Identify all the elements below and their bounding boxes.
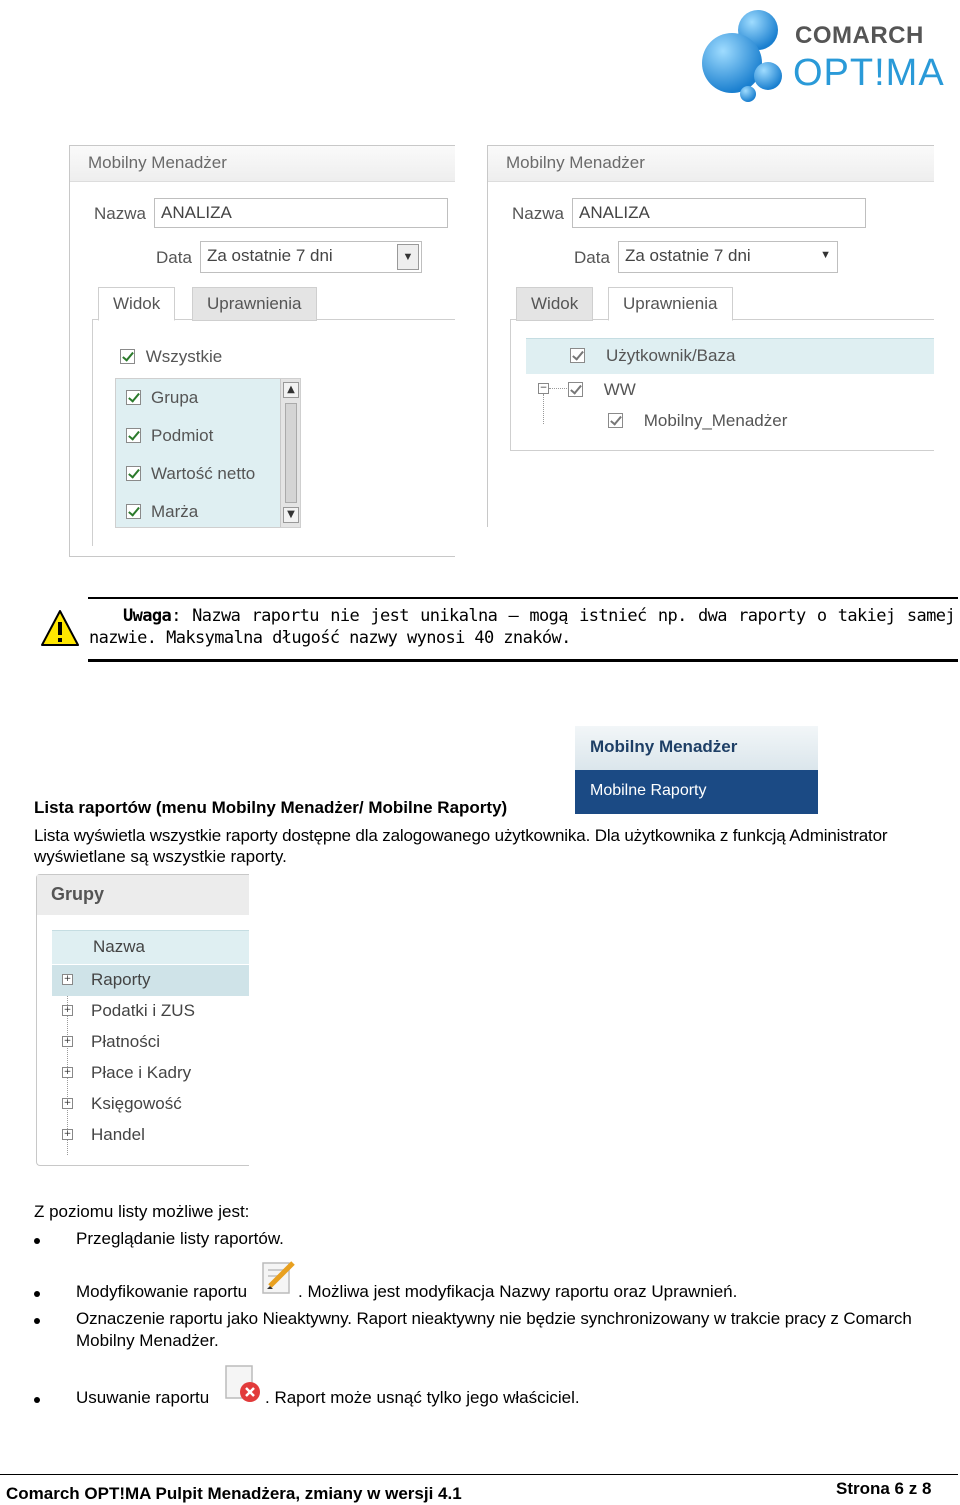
expand-icon[interactable]: +: [63, 1098, 72, 1108]
bullet: [34, 1291, 40, 1297]
page-number: Strona 6 z 8: [836, 1479, 932, 1498]
warning-bottom-rule: [88, 659, 958, 662]
checkbox-icon[interactable]: [120, 349, 135, 364]
name-label: Nazwa: [512, 204, 564, 223]
date-label: Data: [156, 248, 192, 267]
checkbox-icon[interactable]: [126, 504, 141, 519]
tab-widok[interactable]: Widok: [98, 287, 175, 321]
option-browse: Przeglądanie listy raportów.: [76, 1229, 284, 1248]
name-label: Nazwa: [94, 204, 146, 223]
option-modify: Modyfikowanie raportu: [76, 1282, 248, 1301]
tab-uprawnienia[interactable]: Uprawnienia: [608, 287, 733, 321]
groups-panel: [36, 874, 249, 1166]
date-select-value: Za ostatnie 7 dni: [625, 246, 751, 265]
scroll-thumb[interactable]: [285, 403, 297, 503]
column-header[interactable]: Nazwa: [52, 930, 249, 964]
date-select-value: Za ostatnie 7 dni: [207, 246, 333, 265]
tree-row[interactable]: + Księgowość: [63, 1094, 182, 1113]
footer-rule: [0, 1474, 958, 1475]
comarch-logo-graphic: [700, 8, 790, 103]
expand-icon[interactable]: +: [63, 1036, 72, 1046]
tree-row[interactable]: + Raporty: [52, 965, 249, 996]
name-input[interactable]: ANALIZA: [572, 198, 866, 228]
date-label: Data: [574, 248, 610, 267]
date-select[interactable]: [618, 241, 838, 273]
option-modify-desc: . Możliwa jest modyfikacja Nazwy raportu oraz Uprawnień.: [298, 1282, 738, 1301]
menu-item-mobilne-raporty[interactable]: Mobilne Raporty: [575, 770, 818, 814]
warning-top-rule: [88, 597, 958, 599]
list-item[interactable]: Wartość netto: [116, 455, 300, 493]
warning-icon: [40, 608, 80, 648]
list-item[interactable]: Grupa: [116, 379, 300, 417]
scroll-up-icon[interactable]: ▲: [283, 382, 299, 398]
name-input[interactable]: ANALIZA: [154, 198, 448, 228]
checkbox-icon[interactable]: [126, 390, 141, 405]
option-delete-desc: . Raport może usnąć tylko jego właściciel.: [265, 1388, 580, 1407]
warning-line-2: nazwie. Maksymalna długość nazwy wynosi 40 znaków.: [89, 628, 571, 648]
expand-icon[interactable]: +: [63, 1005, 72, 1015]
all-checkbox-row[interactable]: [120, 346, 222, 367]
scrollbar[interactable]: [280, 379, 301, 528]
section-line-2: wyświetlane są wszystkie raporty.: [34, 847, 287, 866]
edit-icon[interactable]: [260, 1258, 298, 1296]
expand-icon[interactable]: +: [63, 1129, 72, 1139]
bullet: [34, 1238, 40, 1244]
header-label: Użytkownik/Baza: [606, 346, 736, 365]
tree-item[interactable]: Mobilny_Menadżer: [608, 410, 787, 431]
dropdown-arrow-icon[interactable]: ▼: [397, 244, 419, 270]
logo-comarch-text: COMARCH: [795, 22, 924, 49]
collapse-icon[interactable]: −: [539, 383, 548, 393]
columns-list: [115, 378, 301, 528]
warning-line-1: Uwaga: Nazwa raportu nie jest unikalna – mogą istnieć np. dwa raporty o takiej samej: [123, 606, 955, 626]
section-line-1: Lista wyświetla wszystkie raporty dostępne dla zalogowanego użytkownika. Dla użytkownika z funkcją Administrator: [34, 826, 888, 845]
option-delete: Usuwanie raportu: [76, 1388, 210, 1407]
report-edit-panel-view: [69, 145, 455, 557]
options-intro: Z poziomu listy możliwe jest:: [34, 1202, 250, 1221]
checkbox-icon[interactable]: [568, 382, 583, 397]
footer-title: Comarch OPT!MA Pulpit Menadżera, zmiany w wersji 4.1: [6, 1484, 462, 1503]
checkbox-icon[interactable]: [126, 428, 141, 443]
delete-icon[interactable]: [222, 1362, 264, 1406]
tree-row[interactable]: + Podatki i ZUS: [63, 1001, 195, 1020]
menu-group[interactable]: Mobilny Menadżer: [575, 726, 818, 770]
expand-icon[interactable]: +: [63, 974, 72, 984]
list-item[interactable]: Podmiot: [116, 417, 300, 455]
panel-title: Mobilny Menadżer: [506, 153, 645, 172]
menu-screenshot: [575, 726, 818, 814]
tab-uprawnienia[interactable]: Uprawnienia: [192, 287, 317, 321]
list-item[interactable]: Marża: [116, 493, 300, 528]
checkbox-icon[interactable]: [570, 348, 585, 363]
panel-title: Mobilny Menadżer: [88, 153, 227, 172]
date-select[interactable]: [200, 241, 422, 273]
option-inactive-line-2: Mobilny Menadżer.: [76, 1331, 219, 1350]
tree-item[interactable]: WW: [568, 379, 636, 400]
bullet: [34, 1318, 40, 1324]
groups-header: Grupy: [37, 875, 249, 915]
tab-widok[interactable]: Widok: [516, 287, 593, 321]
logo-optima-text: OPT!MA: [793, 52, 945, 94]
tree-row[interactable]: + Handel: [63, 1125, 145, 1144]
all-label: Wszystkie: [145, 346, 223, 366]
tree-row[interactable]: + Płace i Kadry: [63, 1063, 192, 1082]
bullet: [34, 1397, 40, 1403]
permissions-header[interactable]: [526, 338, 934, 374]
expand-icon[interactable]: +: [63, 1067, 72, 1077]
tree-row[interactable]: + Płatności: [63, 1032, 160, 1051]
option-inactive-line-1: Oznaczenie raportu jako Nieaktywny. Raport nieaktywny nie będzie synchronizowany w trakcie pracy z Comarch: [76, 1309, 912, 1328]
checkbox-icon[interactable]: [126, 466, 141, 481]
report-edit-panel-permissions: [487, 145, 934, 527]
scroll-down-icon[interactable]: ▼: [283, 507, 299, 523]
checkbox-icon[interactable]: [608, 413, 623, 428]
dropdown-arrow-icon[interactable]: ▼: [820, 249, 831, 261]
section-heading: Lista raportów (menu Mobilny Menadżer/ Mobilne Raporty): [34, 798, 508, 817]
